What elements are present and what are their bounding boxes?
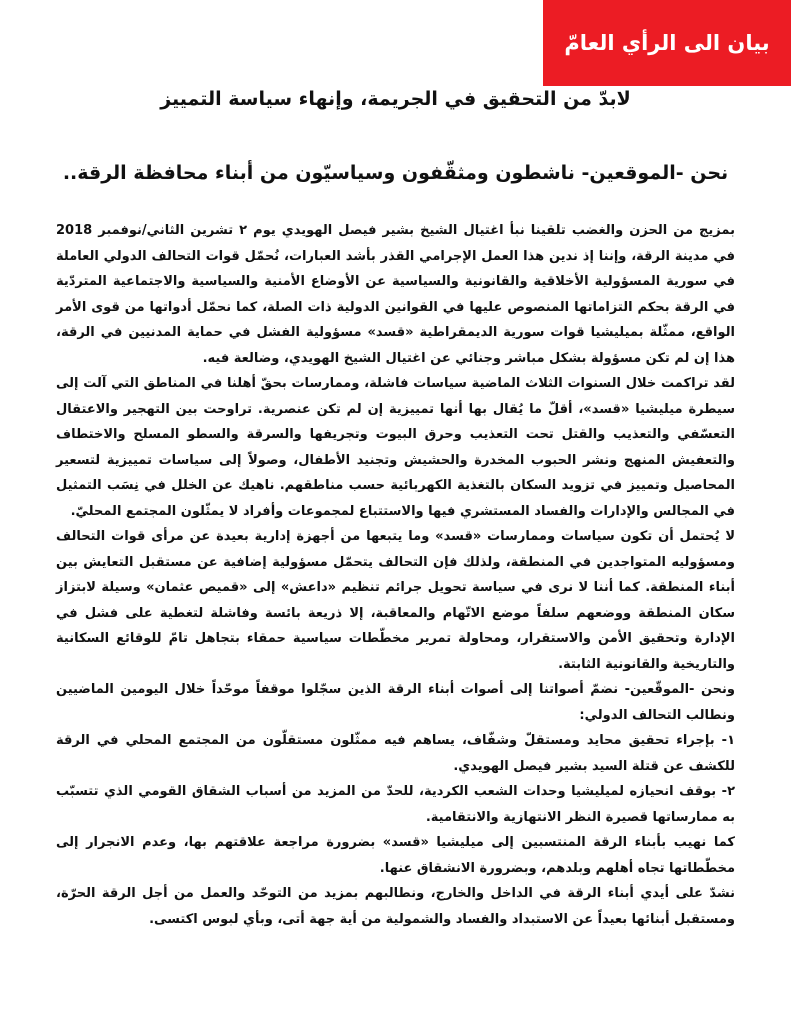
paragraph: لا يُحتمل أن تكون سياسات وممارسات «قسد» وما يتبعها من أجهزة إدارية بعيدة عن مرأى قوات التحالف ومسؤوليه المتواجدين في المنطقة، ولذلك فإن التحالف يتحمّل مسؤولية إضافية عن مستقبل التعايش بين أبناء المنطقة. كما أننا لا نرى في سياسة تحويل جرائم تنظيم «داعش» إلى «قميص عثمان» وسيلة لابتزاز سكان المنطقة ووضعهم سلفاً موضع الاتّهام والمعاقبة، إلا ذريعة بائسة وفاشلة لتغطية على فشل في الإدارة وتحقيق الأمن والاستقرار، ومحاولة تمرير مخطّطات سياسية حمقاء بتجاهل تامّ للوقائع السكانية والتاريخية والقانونية الثابتة. — [56, 529, 735, 672]
paragraph: ونحن -الموقّعين- نضمّ أصواتنا إلى أصوات أبناء الرقة الذين سجّلوا موقفاً موحّداً خلال اليومين الماضيين ونطالب التحالف الدولي: — [56, 682, 735, 723]
paragraph: بمزيج من الحزن والغضب تلقينا نبأ اغتيال الشيخ بشير فيصل الهويدي يوم ٢ تشرين الثاني/نوفمبر 2018 في مدينة الرقة، وإننا إذ ندين هذا العمل الإجرامي القذر بأشد العبارات، نُحمّل قوات التحالف الدولي العاملة في سورية المسؤولية الأخلاقية والقانونية والسياسية عن الأوضاع الأمنية والسياسية والاجتماعية المتردّية في الرقة بحكم التزاماتها المنصوص عليها في القوانين الدولية ذات الصلة، كما نحمّل أدواتها من قوى الأمر الواقع، ممثّلة بميليشيا قوات سورية الديمقراطية «قسد» مسؤولية الفشل في حماية المدنيين في الرقة، هذا إن لم تكن مسؤولة بشكل مباشر وجنائي عن اغتيال الشيخ الهويدي، وضالعة فيه. — [56, 223, 735, 366]
statement-title: لابدّ من التحقيق في الجريمة، وإنهاء سياسة التمييز — [160, 88, 631, 110]
banner-title: بيان الى الرأي العامّ — [564, 31, 770, 55]
paragraph: نشدّ على أيدي أبناء الرقة في الداخل والخارج، ونطالبهم بمزيد من التوحّد والعمل من أجل الرقة الحرّة، ومستقبل أبنائها بعيداً عن الاستبداد والفساد والشمولية من أية جهة أتى، وبأي لبوس اكتسى. — [56, 886, 735, 927]
demand-item: ٢- بوقف انحيازه لميليشيا وحدات الشعب الكردية، للحدّ من المزيد من أسباب الشقاق القومي الذي تتسبّب به ممارساتها قصيرة النظر الانتهازية والانتقامية. — [56, 784, 735, 825]
paragraph: لقد تراكمت خلال السنوات الثلاث الماضية سياسات فاشلة، وممارسات بحقّ أهلنا في المناطق التي آلت إلى سيطرة ميليشيا «قسد»، أقلّ ما يُقال بها أنها تمييزية إن لم تكن عنصرية. تراوحت بين التهجير والاعتقال التعسّفي والتعذيب والقتل تحت التعذيب وحرق البيوت وتجريفها والسرقة والسطو المسلح والاختطاف والتعفيش المنهج ونشر الحبوب المخدرة والحشيش وتجنيد الأطفال، وصولاً إلى سياسات تمييزية لتسعير المحاصيل وتمييز في تزويد السكان بالتغذية الكهربائية حسب مناطقهم. ناهيك عن الخلل في نِسَب التمثيل في المجالس والإدارات والفساد المستشري فيها والاستتباع لمجموعات وأفراد لا يمثّلون المجتمع المحليّ. — [56, 376, 735, 519]
paragraph: كما نهيب بأبناء الرقة المنتسبين إلى ميليشيا «قسد» بضرورة مراجعة علاقتهم بها، وعدم الانجرار إلى مخطّطاتها تجاه أهلهم وبلدهم، وبضرورة الانشقاق عنها. — [56, 835, 735, 876]
demand-item: ١- بإجراء تحقيق محايد ومستقلّ وشفّاف، يساهم فيه ممثّلون مستقلّون من المجتمع المحلي في الرقة للكشف عن قتلة السيد بشير فيصل الهويدي. — [56, 733, 735, 774]
statement-subtitle: نحن -الموقعين- ناشطون ومثقّفون وسياسيّون من أبناء محافظة الرقة.. — [62, 162, 729, 184]
statement-banner — [543, 0, 791, 86]
statement-body — [56, 218, 735, 932]
